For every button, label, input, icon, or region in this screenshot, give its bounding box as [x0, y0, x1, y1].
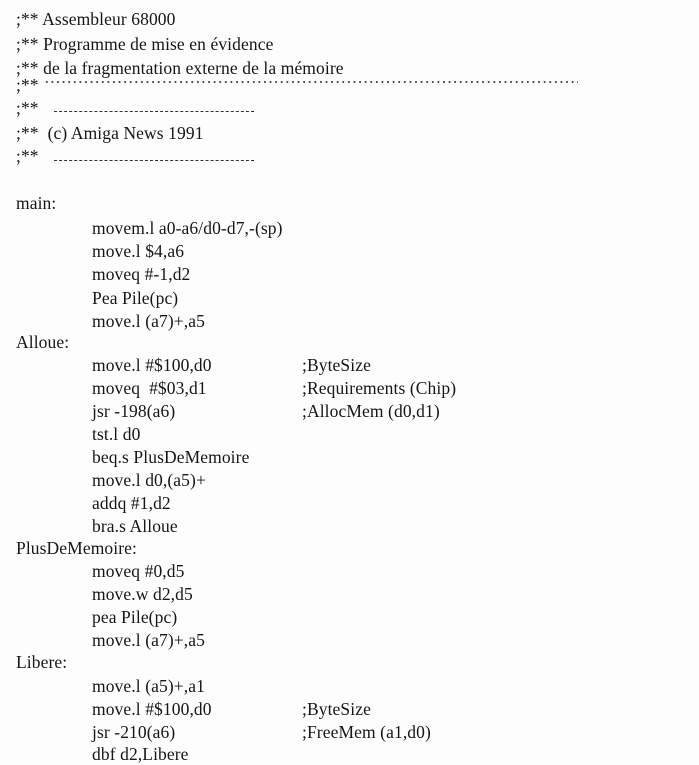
code-line: moveq #$03,d1: [92, 378, 207, 398]
label-plus-de-memoire: PlusDeMemoire:: [16, 538, 137, 558]
code-line: dbf d2,Libere: [92, 744, 189, 764]
dashed-rule-bottom: [54, 160, 254, 161]
header-line-3: ;** de la fragmentation externe de la mémoire: [16, 58, 344, 78]
code-line: move.l #$100,d0: [92, 699, 212, 719]
label-libere: Libere:: [16, 652, 68, 672]
copyright-line: ;** (c) Amiga News 1991: [16, 123, 204, 143]
code-line: moveq #0,d5: [92, 561, 185, 581]
dashed-rule-top: [54, 111, 254, 112]
dotted-separator: [44, 80, 578, 84]
label-alloue: Alloue:: [16, 332, 70, 352]
code-comment: ;FreeMem (a1,d0): [302, 722, 431, 742]
comment-prefix-1: ;**: [16, 98, 39, 118]
code-line: tst.l d0: [92, 424, 141, 444]
code-line: movem.l a0-a6/d0-d7,-(sp): [92, 218, 283, 238]
code-line: jsr -210(a6): [92, 722, 176, 742]
code-line: moveq #-1,d2: [92, 264, 191, 284]
comment-prefix-2: ;**: [16, 146, 39, 166]
code-line: move.l d0,(a5)+: [92, 470, 206, 490]
code-line: move.w d2,d5: [92, 584, 193, 604]
code-comment: ;AllocMem (d0,d1): [302, 401, 440, 421]
code-comment: ;Requirements (Chip): [302, 378, 457, 398]
code-line: move.l (a7)+,a5: [92, 630, 205, 650]
separator-prefix: ;**: [16, 75, 39, 95]
code-comment: ;ByteSize: [302, 355, 371, 375]
code-line: pea Pile(pc): [92, 607, 178, 627]
code-line: Pea Pile(pc): [92, 288, 179, 308]
code-line: move.l #$100,d0: [92, 355, 212, 375]
label-main: main:: [16, 193, 57, 213]
code-line: move.l (a5)+,a1: [92, 676, 205, 696]
code-line: beq.s PlusDeMemoire: [92, 447, 250, 467]
header-title: ;** Assembleur 68000: [16, 9, 176, 29]
code-comment: ;ByteSize: [302, 699, 371, 719]
code-line: addq #1,d2: [92, 493, 171, 513]
code-line: jsr -198(a6): [92, 401, 176, 421]
code-line: bra.s Alloue: [92, 516, 178, 536]
header-line-2: ;** Programme de mise en évidence: [16, 34, 274, 54]
code-line: move.l (a7)+,a5: [92, 311, 205, 331]
code-line: move.l $4,a6: [92, 241, 185, 261]
